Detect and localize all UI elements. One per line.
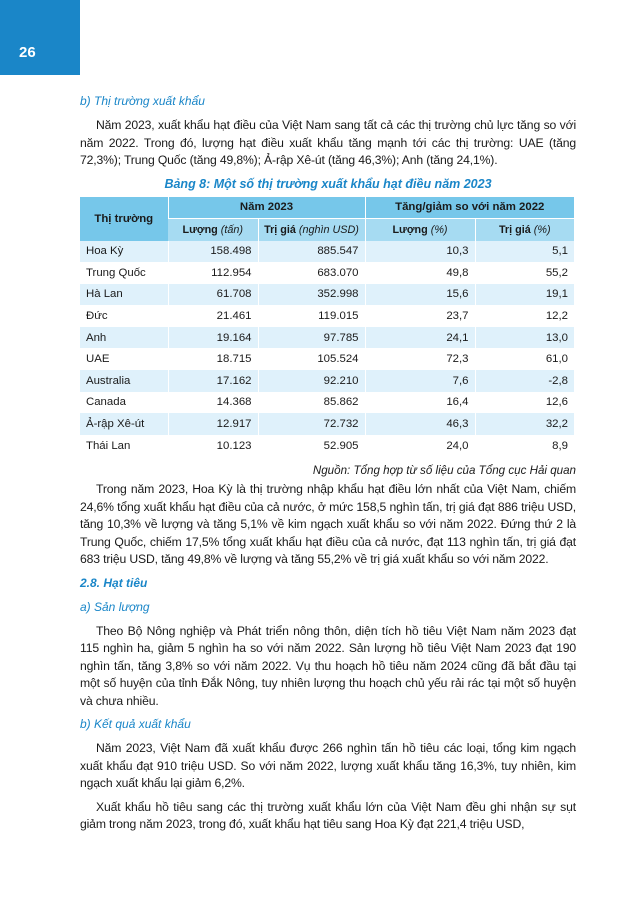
paragraph-top-markets: Trong năm 2023, Hoa Kỳ là thị trường nhập khẩu hạt điều lớn nhất của Việt Nam, chiếm 24,6% tổng xuất khẩu hạt điều của cả nước, ở mức 158,5 nghìn tấn, trị giá đạt 886 triệu USD, tăng 10,3% về lượng và tăng 5,1% về kim ngạch xuất khẩu so với năm 2022. Đứng thứ 2 là Trung Quốc, chiếm 17,5% tổng xuất khẩu hạt điều của cả nước, đạt 113 nghìn tấn, trị giá đạt 683 triệu USD, tăng 49,8% về lượng và tăng 55,2% về trị giá xuất khẩu so với năm 2022. [80, 482, 576, 567]
cell-value: 683.070 [258, 262, 365, 284]
table-row [80, 262, 574, 284]
cell-market: Ả-rập Xê-út [80, 413, 168, 435]
cell-quantity: 158.498 [168, 241, 258, 263]
heading-pepper: 2.8. Hạt tiêu [80, 575, 148, 590]
cell-quantity: 19.164 [168, 327, 258, 349]
cell-market: Anh [80, 327, 168, 349]
header-year-2023: Năm 2023 [168, 197, 365, 219]
cell-value-pct: 32,2 [475, 413, 574, 435]
page-number-tab [0, 0, 80, 75]
cell-value-pct: 12,2 [475, 305, 574, 327]
cell-market: Hà Lan [80, 284, 168, 306]
heading-output: a) Sản lượng [80, 599, 150, 614]
cell-market: Canada [80, 392, 168, 414]
cell-quantity: 21.461 [168, 305, 258, 327]
cell-quantity: 18.715 [168, 348, 258, 370]
cell-value-pct: 8,9 [475, 435, 574, 457]
cell-quantity: 14.368 [168, 392, 258, 414]
cell-value: 352.998 [258, 284, 365, 306]
page-content [80, 93, 576, 840]
cell-quantity: 12.917 [168, 413, 258, 435]
cell-quantity-pct: 16,4 [365, 392, 475, 414]
cashew-export-markets-table [80, 197, 574, 457]
cell-quantity-pct: 72,3 [365, 348, 475, 370]
header-quantity: Lượng (tấn) [168, 219, 258, 241]
cell-market: Trung Quốc [80, 262, 168, 284]
cell-value-pct: 12,6 [475, 392, 574, 414]
header-change-vs-2022: Tăng/giảm so với năm 2022 [365, 197, 574, 219]
page-number: 26 [19, 44, 36, 61]
cell-value-pct: 55,2 [475, 262, 574, 284]
cell-quantity: 61.708 [168, 284, 258, 306]
cell-market: Đức [80, 305, 168, 327]
cell-quantity-pct: 7,6 [365, 370, 475, 392]
table-row [80, 327, 574, 349]
header-value: Trị giá (nghìn USD) [258, 219, 365, 241]
table-row [80, 435, 574, 457]
cell-value-pct: -2,8 [475, 370, 574, 392]
cell-value-pct: 5,1 [475, 241, 574, 263]
table-row [80, 392, 574, 414]
cell-value: 52.905 [258, 435, 365, 457]
cell-quantity: 10.123 [168, 435, 258, 457]
cell-quantity-pct: 46,3 [365, 413, 475, 435]
cell-value: 119.015 [258, 305, 365, 327]
cell-quantity-pct: 23,7 [365, 305, 475, 327]
paragraph-pepper-markets: Xuất khẩu hồ tiêu sang các thị trường xuất khẩu lớn của Việt Nam đều ghi nhận sự sụt giảm trong năm 2023, trong đó, xuất khẩu hạt tiêu sang Hoa Kỳ đạt 221,4 triệu USD, [80, 799, 576, 832]
paragraph-pepper-export: Năm 2023, Việt Nam đã xuất khẩu được 266 nghìn tấn hồ tiêu các loại, tổng kim ngạch xuất khẩu đạt 910 triệu USD. So với năm 2022, lượng xuất khẩu tăng 16,3%, tuy nhiên, kim ngạch xuất khẩu lại giảm 6,2%. [80, 741, 576, 791]
table-row [80, 413, 574, 435]
cell-value-pct: 19,1 [475, 284, 574, 306]
cell-value: 85.862 [258, 392, 365, 414]
table-row [80, 370, 574, 392]
cell-quantity: 112.954 [168, 262, 258, 284]
cell-quantity: 17.162 [168, 370, 258, 392]
table-title: Bảng 8: Một số thị trường xuất khẩu hạt điều năm 2023 [164, 176, 492, 191]
paragraph-pepper-output: Theo Bộ Nông nghiệp và Phát triển nông thôn, diện tích hồ tiêu Việt Nam năm 2023 đạt 115 nghìn ha, giảm 5 nghìn ha so với năm 2022. Sản lượng hồ tiêu Việt Nam 2023 đạt 190 nghìn tấn, tăng 3,8% so với năm 2022. Vụ thu hoạch hồ tiêu năm 2024 cũng đã bắt đầu tại một số huyện của tỉnh Đắk Nông, tuy nhiên lượng thu hoạch chủ yếu rải rác tại một số huyện và chưa nhiều. [80, 623, 576, 708]
table-row [80, 241, 574, 263]
cell-value: 885.547 [258, 241, 365, 263]
cell-value: 97.785 [258, 327, 365, 349]
header-market: Thị trường [80, 197, 168, 241]
cell-market: UAE [80, 348, 168, 370]
heading-export-results: b) Kết quả xuất khẩu [80, 717, 191, 732]
cell-market: Australia [80, 370, 168, 392]
table-row [80, 284, 574, 306]
table-row [80, 348, 574, 370]
cell-quantity-pct: 49,8 [365, 262, 475, 284]
cell-market: Hoa Kỳ [80, 241, 168, 263]
cell-value: 105.524 [258, 348, 365, 370]
heading-export-markets: b) Thị trường xuất khẩu [80, 94, 205, 108]
cell-value: 92.210 [258, 370, 365, 392]
table-source-note: Nguồn: Tổng hợp từ số liệu của Tổng cục Hải quan [312, 464, 576, 478]
cell-quantity-pct: 24,0 [365, 435, 475, 457]
header-value-pct: Trị giá (%) [475, 219, 574, 241]
cell-quantity-pct: 10,3 [365, 241, 475, 263]
cell-market: Thái Lan [80, 435, 168, 457]
cell-quantity-pct: 15,6 [365, 284, 475, 306]
paragraph-export-markets: Năm 2023, xuất khẩu hạt điều của Việt Nam sang tất cả các thị trường chủ lực tăng so với năm 2022. Trong đó, lượng hạt điều xuất khẩu tăng mạnh tới các thị trường: UAE (tăng 72,3%); Trung Quốc (tăng 49,8%); Ả-rập Xê-út (tăng 46,3%); Anh (tăng 24,1%). [80, 118, 576, 167]
cell-value: 72.732 [258, 413, 365, 435]
table-row [80, 305, 574, 327]
cell-value-pct: 61,0 [475, 348, 574, 370]
cell-quantity-pct: 24,1 [365, 327, 475, 349]
header-quantity-pct: Lượng (%) [365, 219, 475, 241]
cell-value-pct: 13,0 [475, 327, 574, 349]
